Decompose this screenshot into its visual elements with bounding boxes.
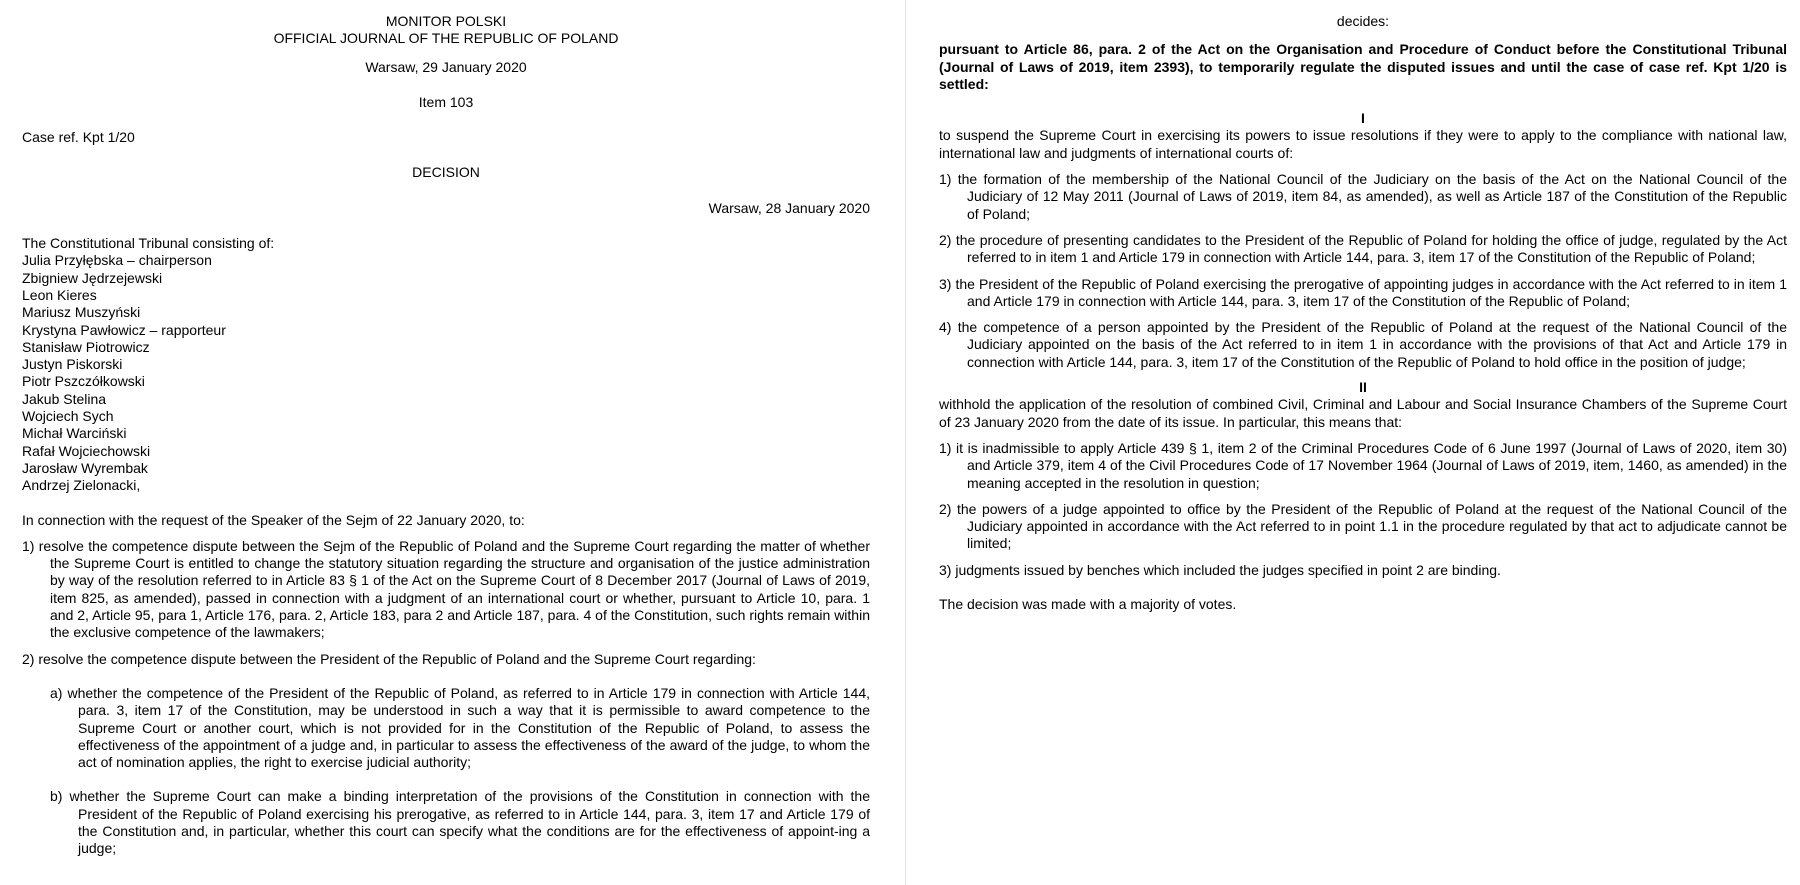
list-item: Jakub Stelina [22,390,107,407]
section-2-item: 3) judgments issued by benches which included the judges specified in point 2 are binding. [939,561,1501,578]
section-2-item: 1) it is inadmissible to apply Article 439 § 1, item 2 of the Criminal Procedures Code of 6 June 1997 (Journal of Laws of 2020, item 30) and Article 379, item 4 of the Civil Procedures Code of 17 November 1964 (Journal of Laws of 2019, item, 1460, as amended) in the meaning accepted in the resolution in question; [939,439,1787,491]
request-point-2a: a) whether the competence of the President of the Republic of Poland, as referred to in Article 179 in connection with Article 144, para. 3, item 17 of the Constitution, may be understood in such a way that it is permissible to award competence to the Supreme Court or another court, which is not provided for in the Constitution of the Republic of Poland, to assess the effectiveness of the appointment of a judge and, in particular to assess the effectiveness of the award of the judge, to whom the act of nomination applies, the right to exercise judicial authority; [50,684,870,771]
list-item: Piotr Pszczółkowski [22,373,145,390]
list-item: Justyn Piskorski [22,356,123,373]
journal-title: MONITOR POLSKI [385,13,507,29]
item-number: Item 103 [418,93,474,110]
list-item: Julia Przyłębska – chairperson [22,252,212,269]
column-divider [905,0,906,885]
list-item: Krystyna Pawłowicz – rapporteur [22,321,226,338]
list-item: Wojciech Sych [22,408,114,425]
list-item: Mariusz Muszyński [22,304,141,321]
request-point-2: 2) resolve the competence dispute between the President of the Republic of Poland and the Supreme Court regarding: [22,650,756,667]
section-1-item: 2) the procedure of presenting candidates to the President of the Republic of Poland for holding the office of judge, regulated by the Act referred to in item 1 and Article 179 in connection with Article 144, para. 3, item 17 of the Constitution of the Republic of Poland; [939,231,1787,266]
request-point-2b: b) whether the Supreme Court can make a binding interpretation of the provisions of the Constitution in connection with the President of the Republic of Poland exercising his prerogative, as referred to in Article 144, para. 3, item 17 and Article 179 of the Constitution and, in particular, whether this court can specify what the conditions are for the effectiveness of appoint-ing a judge; [50,788,870,857]
case-ref: Case ref. Kpt 1/20 [22,129,135,146]
right-column [939,13,1787,613]
list-item: Andrzej Zielonacki, [22,477,141,494]
list-item: Leon Kieres [22,286,97,303]
section-2-intro: withhold the application of the resolution of combined Civil, Criminal and Labour and Social Insurance Chambers of the Supreme Court of 23 January 2020 from the date of its issue. In particular, this means that: [939,396,1787,430]
publication-date: Warsaw, 29 January 2020 [365,58,527,75]
list-item: Rafał Wojciechowski [22,442,151,459]
list-item: Michał Warciński [22,425,127,442]
decides-label: decides: [1336,13,1390,29]
request-intro: In connection with the request of the Speaker of the Sejm of 22 January 2020, to: [22,511,525,528]
section-2-heading: II [1359,379,1367,396]
section-1-heading: I [1361,110,1365,127]
pursuant-statement: pursuant to Article 86, para. 2 of the Act on the Organisation and Procedure of Conduct before the Constitutional Tribunal (Journal of Laws of 2019, item 2393), to temporarily regulate the disputed issues and until the case of case ref. Kpt 1/20 is settled: [939,41,1787,92]
journal-subtitle: OFFICIAL JOURNAL OF THE REPUBLIC OF POLAND [273,30,619,47]
list-item: Zbigniew Jędrzejewski [22,269,163,286]
section-1-item: 4) the competence of a person appointed by the President of the Republic of Poland at the request of the National Council of the Judiciary appointed on the basis of the Act referred to in item 1 in accordance with the provisions of that Act and Article 179 in connection with Article 144, para. 3, item 17 of the Constitution of the Republic of Poland to hold office in the position of judge; [939,319,1787,370]
section-1-intro: to suspend the Supreme Court in exercising its powers to issue resolutions if they were to apply to the compliance with national law, international law and judgments of international courts of: [939,127,1787,161]
tribunal-intro: The Constitutional Tribunal consisting of: [22,235,275,252]
left-column [22,13,870,858]
document-title: DECISION [412,164,480,181]
section-2-item: 2) the powers of a judge appointed to office by the President of the Republic of Poland at the request of the National Council of the Judiciary appointed in accordance with the Act referred to in point 1.1 in the procedure regulated by that act to adjudicate cannot be limited; [939,500,1787,552]
decision-date: Warsaw, 28 January 2020 [708,199,870,216]
closing-statement: The decision was made with a majority of votes. [939,596,1237,613]
list-item: Stanisław Piotrowicz [22,338,150,355]
tribunal-members-list [22,252,870,494]
section-1-item: 1) the formation of the membership of the National Council of the Judiciary on the basis of the Act on the National Council of the Judiciary of 12 May 2011 (Journal of Laws of 2019, item 84, as amended), as well as Article 187 of the Constitution of the Republic of Poland; [939,171,1787,222]
section-1-item: 3) the President of the Republic of Poland exercising the prerogative of appointing judges in accordance with the Act referred to in item 1 and Article 179 in connection with Article 144, para. 3, item 17 of the Constitution of the Republic of Poland; [939,275,1787,309]
list-item: Jarosław Wyrembak [22,459,148,476]
request-point-1: 1) resolve the competence dispute between the Sejm of the Republic of Poland and the Supreme Court regarding the matter of whether the Supreme Court is entitled to change the statutory situation regarding the structure and organisation of the justice administration by way of the resolution referred to in Article 83 § 1 of the Act on the Supreme Court of 8 December 2017 (Journal of Laws of 2019, item 825, as amended), passed in connection with a judgment of an international court or whether, pursuant to Article 10, para. 1 and 2, Article 95, para 1, Article 176, para. 2, Article 183, para 2 and Article 187, para. 4 of the Constitution, such rights remain within the exclusive competence of the lawmakers; [22,537,870,641]
